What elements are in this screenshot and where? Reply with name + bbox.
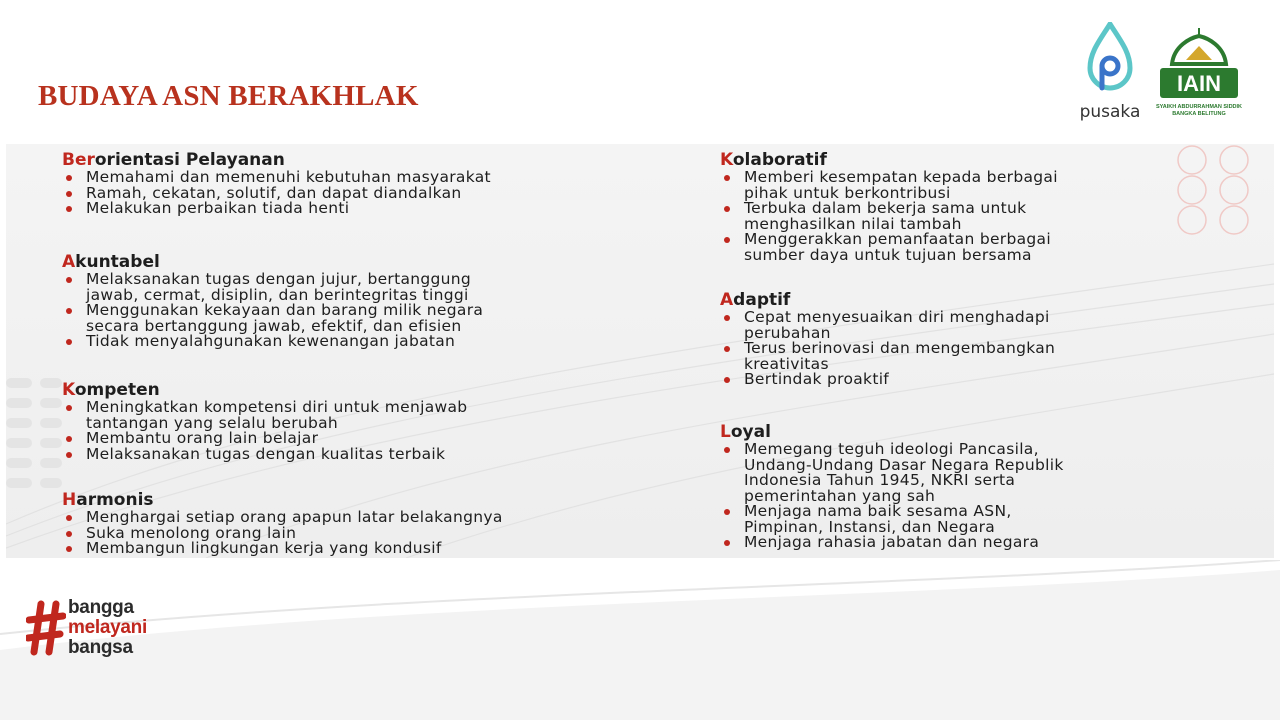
bullet-icon xyxy=(66,175,72,181)
bullet-icon xyxy=(66,206,72,212)
value-item-text: Indonesia Tahun 1945, NKRI serta xyxy=(744,471,1016,489)
value-item-text: Pimpinan, Instansi, dan Negara xyxy=(744,517,996,536)
pusaka-drop-icon xyxy=(1086,22,1134,96)
value-items xyxy=(720,310,1240,388)
slogan-line-melayani: melayani xyxy=(68,617,147,638)
bullet-icon xyxy=(724,346,730,352)
bullet-icon xyxy=(724,447,730,453)
value-item-text: Melaksanakan tugas dengan jujur, bertanggung xyxy=(86,270,472,288)
value-item-text: Ramah, cekatan, solutif, dan dapat diandalkan xyxy=(86,183,462,202)
value-title-initial: Ber xyxy=(62,150,95,170)
value-item xyxy=(720,245,1240,264)
value-item-text: Cepat menyesuaikan diri menghadapi xyxy=(744,308,1050,326)
bullet-icon xyxy=(66,546,72,552)
value-title xyxy=(720,290,1240,310)
value-items xyxy=(62,272,702,350)
slogan-line-bangga: bangga xyxy=(68,597,134,618)
value-item-text: Menggunakan kekayaan dan barang milik negara xyxy=(86,301,484,319)
brand-slogan xyxy=(68,598,147,658)
value-item-text: Membangun lingkungan kerja yang kondusif xyxy=(86,539,442,557)
value-title-rest: armonis xyxy=(76,490,154,510)
bullet-icon xyxy=(724,206,730,212)
value-berorientasi-pelayanan xyxy=(62,150,702,217)
value-title-rest: olaboratif xyxy=(732,150,827,170)
bullet-icon xyxy=(66,191,72,197)
value-title-rest: oyal xyxy=(730,422,771,442)
iain-subtitle-line: SYAIKH ABDURRAHMAN SIDDIK xyxy=(1155,104,1243,110)
value-item-text: Melaksanakan tugas dengan kualitas terbaik xyxy=(86,444,446,463)
value-item-text: Menjaga nama baik sesama ASN, xyxy=(744,502,1012,520)
bullet-icon xyxy=(66,515,72,521)
value-item xyxy=(62,444,702,463)
value-title xyxy=(62,150,702,170)
value-item-text: Memberi kesempatan kepada berbagai xyxy=(744,168,1058,186)
value-item-text: Menggerakkan pemanfaatan berbagai xyxy=(744,230,1051,248)
slogan-line-bangsa: bangsa xyxy=(68,637,133,658)
value-akuntabel xyxy=(62,252,702,350)
bullet-icon xyxy=(66,405,72,411)
value-title-initial: L xyxy=(720,422,731,442)
value-item-text: sumber daya untuk tujuan bersama xyxy=(744,245,1032,264)
values-panel xyxy=(6,144,1274,558)
pusaka-wordmark: pusaka xyxy=(1079,102,1141,122)
value-item-text: tantangan yang selalu berubah xyxy=(86,413,339,432)
bullet-icon xyxy=(724,377,730,383)
value-items xyxy=(62,510,702,557)
bullet-icon xyxy=(66,277,72,283)
value-title xyxy=(62,380,702,400)
iain-subtitle xyxy=(1152,104,1246,118)
value-item xyxy=(62,334,702,350)
value-title xyxy=(62,490,702,510)
value-title-initial: K xyxy=(720,150,733,170)
value-title-initial: K xyxy=(62,380,75,400)
value-item xyxy=(720,535,1240,551)
value-kolaboratif xyxy=(720,150,1240,263)
bullet-icon xyxy=(66,308,72,314)
iain-logo xyxy=(1152,24,1246,128)
value-item-text: pihak untuk berkontribusi xyxy=(744,183,951,202)
value-items xyxy=(720,442,1240,551)
bullet-icon xyxy=(724,540,730,546)
value-loyal xyxy=(720,422,1240,551)
value-item-text: Bertindak proaktif xyxy=(744,370,890,388)
value-title-initial: H xyxy=(62,490,77,510)
value-title-initial: A xyxy=(720,290,734,310)
bangga-melayani-bangsa-logo xyxy=(26,597,176,664)
slide-title: BUDAYA ASN BERAKHLAK xyxy=(38,80,419,112)
value-title xyxy=(720,422,1240,442)
value-items xyxy=(720,170,1240,263)
value-item-text: Terbuka dalam bekerja sama untuk xyxy=(744,199,1027,217)
value-item-text: Melakukan perbaikan tiada henti xyxy=(86,199,350,217)
value-item-text: Undang-Undang Dasar Negara Republik xyxy=(744,455,1064,474)
value-item-text: Menghargai setiap orang apapun latar belakangnya xyxy=(86,508,503,526)
bullet-icon xyxy=(66,531,72,537)
value-item-text: Suka menolong orang lain xyxy=(86,523,297,542)
value-item xyxy=(62,541,702,557)
value-title-rest: daptif xyxy=(733,290,791,310)
value-items xyxy=(62,400,702,462)
pusaka-logo xyxy=(1072,22,1148,126)
value-item-text: menghasilkan nilai tambah xyxy=(744,214,962,233)
bullet-icon xyxy=(66,452,72,458)
value-item-text: kreativitas xyxy=(744,354,829,373)
iain-subtitle-line: BANGKA BELITUNG xyxy=(1172,111,1226,117)
bullet-icon xyxy=(66,436,72,442)
value-item-text: Menjaga rahasia jabatan dan negara xyxy=(744,533,1040,551)
value-item-text: Tidak menyalahgunakan kewenangan jabatan xyxy=(86,332,456,350)
iain-mosque-icon xyxy=(1152,24,1246,104)
bullet-icon xyxy=(724,315,730,321)
value-adaptif xyxy=(720,290,1240,388)
footer-wave xyxy=(0,560,1280,720)
value-items xyxy=(62,170,702,217)
value-item-text: perubahan xyxy=(744,323,831,342)
bullet-icon xyxy=(724,509,730,515)
value-item-text: Terus berinovasi dan mengembangkan xyxy=(744,339,1056,357)
value-item-text: pemerintahan yang sah xyxy=(744,486,936,505)
value-item-text: Memahami dan memenuhi kebutuhan masyarakat xyxy=(86,168,491,186)
value-item-text: jawab, cermat, disiplin, dan berintegritas tinggi xyxy=(86,285,469,304)
bullet-icon xyxy=(724,175,730,181)
hashtag-icon xyxy=(26,600,66,656)
value-title xyxy=(62,252,702,272)
bullet-icon xyxy=(724,237,730,243)
value-item xyxy=(62,201,702,217)
value-item-text: Meningkatkan kompetensi diri untuk menjawab xyxy=(86,398,468,416)
value-item-text: Membantu orang lain belajar xyxy=(86,429,319,447)
value-title-initial: A xyxy=(62,252,76,272)
value-title xyxy=(720,150,1240,170)
value-kompeten xyxy=(62,380,702,462)
value-item-text: secara bertanggung jawab, efektif, dan efisien xyxy=(86,316,462,335)
value-harmonis xyxy=(62,490,702,557)
value-item-text: Memegang teguh ideologi Pancasila, xyxy=(744,440,1039,458)
value-title-rest: kuntabel xyxy=(75,252,160,272)
value-title-rest: ompeten xyxy=(74,380,160,400)
value-title-rest: orientasi Pelayanan xyxy=(94,150,285,170)
bullet-icon xyxy=(66,339,72,345)
iain-mark-text: IAIN xyxy=(1177,71,1221,96)
value-item xyxy=(720,372,1240,388)
